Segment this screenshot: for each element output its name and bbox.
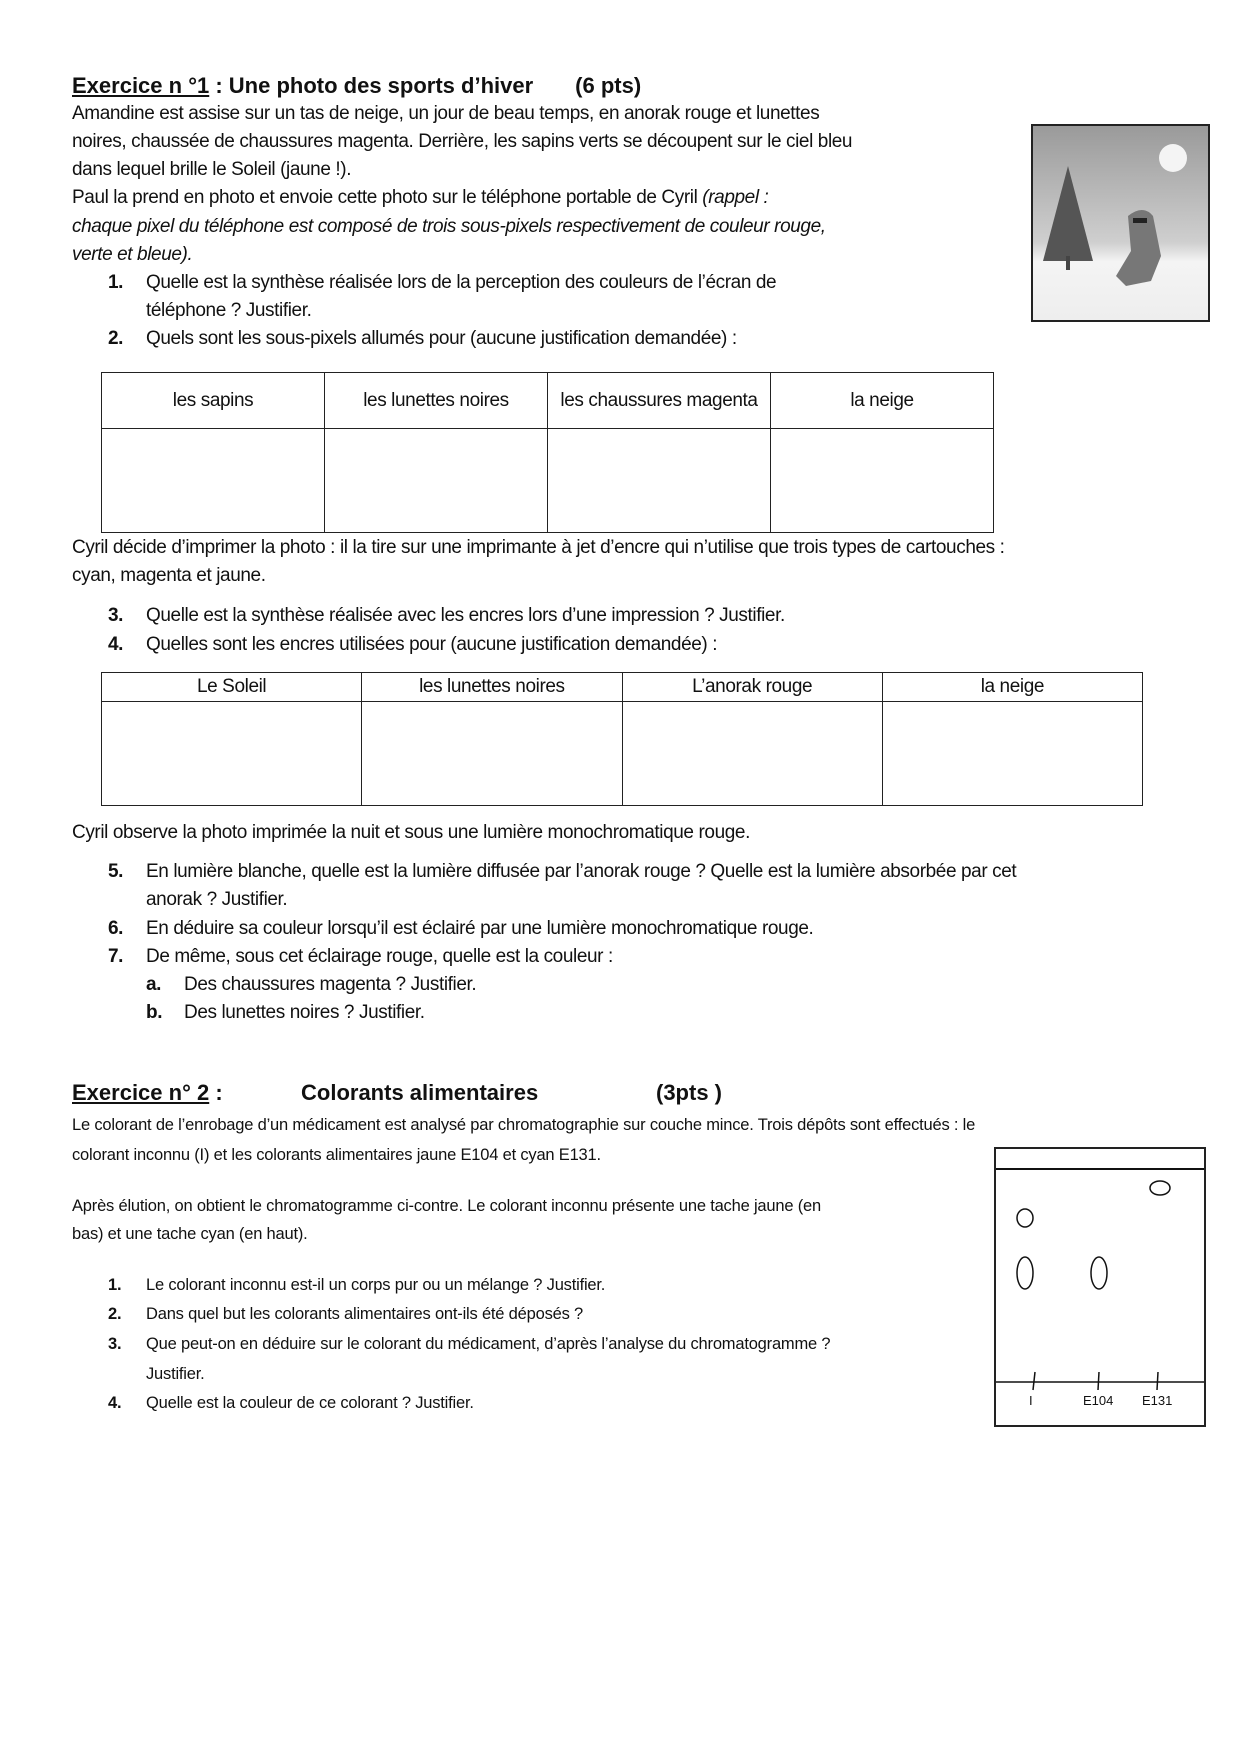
question-1-cont: téléphone ? Justifier.	[146, 300, 312, 321]
exercise-number: Exercice n °1	[72, 73, 210, 98]
deposit-mark-e104	[1098, 1372, 1099, 1390]
question-3-cont: Justifier.	[146, 1365, 205, 1383]
inks-table	[101, 672, 1143, 806]
exercise-points: (6 pts)	[575, 73, 642, 98]
question-5: En lumière blanche, quelle est la lumière diffusée par l’anorak rouge ? Quelle est la lumière absorbée par cet	[146, 861, 1017, 882]
sub-question-letter: a.	[146, 974, 162, 995]
question-6: En déduire sa couleur lorsqu’il est éclairé par une lumière monochromatique rouge.	[146, 918, 814, 939]
deposit-mark-i	[1033, 1372, 1035, 1390]
exercise-title: : Une photo des sports d’hiver	[209, 73, 534, 98]
table-header: les sapins	[102, 373, 325, 429]
after-line: Après élution, on obtient le chromatogramme ci-contre. Le colorant inconnu présente une tache jaune (en	[72, 1197, 821, 1215]
winter-scene-illustration	[1033, 126, 1208, 320]
table-header: la neige	[882, 673, 1142, 702]
question-1: Le colorant inconnu est-il un corps pur ou un mélange ? Justifier.	[146, 1276, 606, 1294]
question-7: De même, sous cet éclairage rouge, quelle est la couleur :	[146, 946, 613, 967]
spot-e104	[1091, 1257, 1107, 1289]
answer-cell[interactable]	[362, 702, 622, 806]
after-line: bas) et une tache cyan (en haut).	[72, 1225, 308, 1243]
answer-cell[interactable]	[882, 702, 1142, 806]
question-number: 4.	[108, 634, 124, 655]
question-number: 7.	[108, 946, 124, 967]
label-e131: E131	[1142, 1393, 1173, 1408]
exercise-2-title	[72, 1080, 722, 1106]
deposit-mark-e131	[1157, 1372, 1158, 1390]
question-3: Que peut-on en déduire sur le colorant du médicament, d’après l’analyse du chromatogramme ?	[146, 1335, 831, 1353]
chromatogram-drawing	[996, 1149, 1204, 1425]
table-header: les lunettes noires	[325, 373, 548, 429]
subpixels-table	[101, 372, 994, 533]
table-header: les chaussures magenta	[548, 373, 771, 429]
print-line: cyan, magenta et jaune.	[72, 565, 266, 586]
question-number: 2.	[108, 1305, 122, 1323]
label-e104: E104	[1083, 1393, 1114, 1408]
answer-cell[interactable]	[325, 429, 548, 533]
question-7b: Des lunettes noires ? Justifier.	[184, 1002, 425, 1023]
exercise-title: Colorants alimentaires	[301, 1080, 539, 1105]
question-4: Quelles sont les encres utilisées pour (aucune justification demandée) :	[146, 634, 718, 655]
answer-cell[interactable]	[102, 702, 362, 806]
sub-question-letter: b.	[146, 1002, 163, 1023]
exercise-number: Exercice n° 2	[72, 1080, 210, 1105]
question-number: 4.	[108, 1394, 122, 1412]
question-number: 3.	[108, 605, 124, 626]
spot-i-cyan	[1017, 1209, 1033, 1227]
question-5-cont: anorak ? Justifier.	[146, 889, 288, 910]
question-2: Quels sont les sous-pixels allumés pour (aucune justification demandée) :	[146, 328, 737, 349]
intro-line: noires, chaussée de chaussures magenta. Derrière, les sapins verts se découpent sur le ciel bleu	[72, 131, 853, 152]
table-header: les lunettes noires	[362, 673, 622, 702]
question-3: Quelle est la synthèse réalisée avec les encres lors d’une impression ? Justifier.	[146, 605, 785, 626]
intro-line: Le colorant de l’enrobage d’un médicament est analysé par chromatographie sur couche mince. Trois dépôts sont effectués : le	[72, 1116, 976, 1134]
question-2: Dans quel but les colorants alimentaires ont-ils été déposés ?	[146, 1305, 584, 1323]
answer-cell[interactable]	[622, 702, 882, 806]
intro-line: colorant inconnu (I) et les colorants alimentaires jaune E104 et cyan E131.	[72, 1146, 601, 1164]
question-number: 1.	[108, 272, 124, 293]
spot-e131	[1150, 1181, 1170, 1195]
answer-cell[interactable]	[102, 429, 325, 533]
question-number: 5.	[108, 861, 124, 882]
rappel-line: verte et bleue).	[72, 244, 193, 265]
question-4: Quelle est la couleur de ce colorant ? Justifier.	[146, 1394, 474, 1412]
question-1: Quelle est la synthèse réalisée lors de la perception des couleurs de l’écran de	[146, 272, 777, 293]
rappel-line: chaque pixel du téléphone est composé de trois sous-pixels respectivement de couleur rouge,	[72, 216, 826, 237]
winter-photo	[1031, 124, 1210, 322]
intro-line: dans lequel brille le Soleil (jaune !).	[72, 159, 352, 180]
night-observation: Cyril observe la photo imprimée la nuit et sous une lumière monochromatique rouge.	[72, 822, 750, 843]
exercise-1-title	[72, 73, 641, 99]
exercise-points: (3pts )	[656, 1080, 722, 1105]
table-header: la neige	[771, 373, 994, 429]
title-separator: :	[209, 1080, 223, 1105]
chromatogram	[994, 1147, 1206, 1427]
label-i: I	[1029, 1393, 1033, 1408]
question-7a: Des chaussures magenta ? Justifier.	[184, 974, 477, 995]
print-line: Cyril décide d’imprimer la photo : il la tire sur une imprimante à jet d’encre qui n’utilise que trois types de cartouches :	[72, 537, 1005, 558]
table-header: Le Soleil	[102, 673, 362, 702]
question-number: 6.	[108, 918, 124, 939]
rappel-text: (rappel :	[702, 187, 769, 208]
question-number: 1.	[108, 1276, 122, 1294]
question-number: 3.	[108, 1335, 122, 1353]
question-number: 2.	[108, 328, 124, 349]
table-header: L’anorak rouge	[622, 673, 882, 702]
answer-cell[interactable]	[771, 429, 994, 533]
intro-line: Amandine est assise sur un tas de neige, un jour de beau temps, en anorak rouge et lunettes	[72, 103, 820, 124]
intro-text: Paul la prend en photo et envoie cette photo sur le téléphone portable de Cyril	[72, 187, 703, 208]
spot-i-yellow	[1017, 1257, 1033, 1289]
intro-line	[72, 186, 768, 210]
answer-cell[interactable]	[548, 429, 771, 533]
